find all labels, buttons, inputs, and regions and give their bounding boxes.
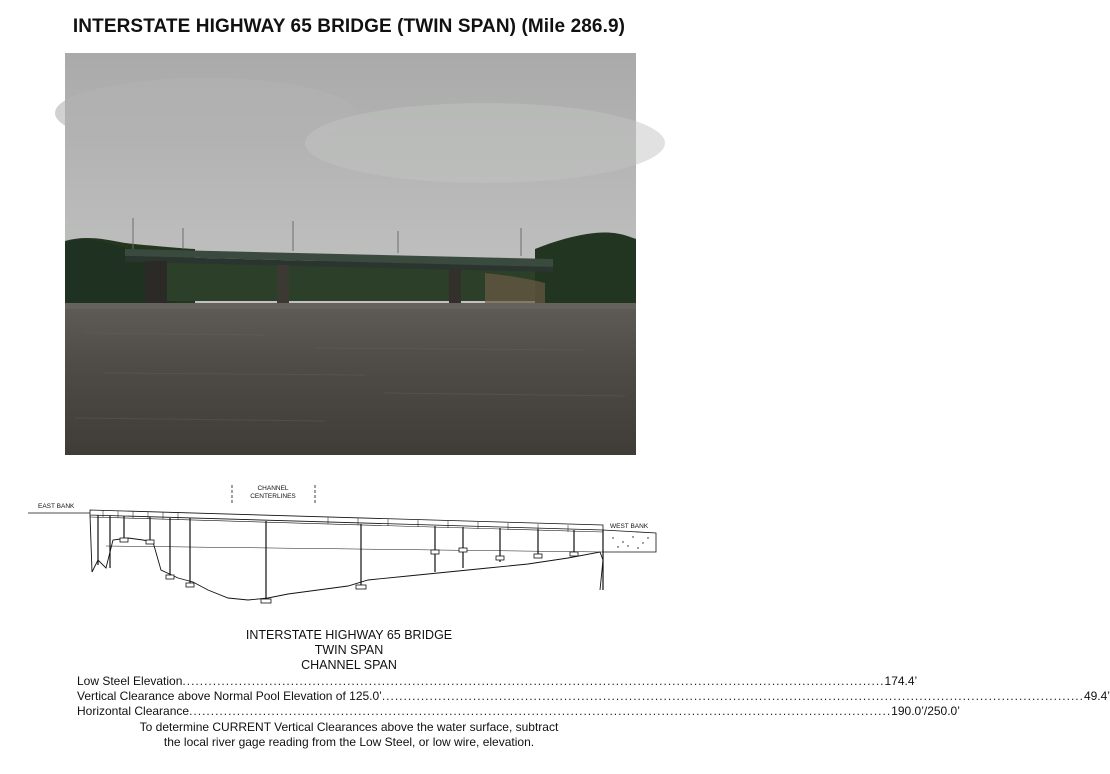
caption-bridge-name: INTERSTATE HIGHWAY 65 BRIDGE — [245, 628, 453, 642]
bridge-photo-image — [65, 53, 636, 455]
channel-span-diagram — [28, 480, 668, 610]
west-bank-label: WEST BANK — [610, 523, 649, 530]
spec-label: Vertical Clearance above Normal Pool Elevation of 125.0’ — [77, 689, 382, 703]
spec-value: 174.4’ — [884, 674, 918, 688]
spec-leader-dots: .................................................................................................................................................................. — [182, 674, 885, 688]
spec-label: Low Steel Elevation — [77, 674, 183, 688]
east-bank-label: EAST BANK — [38, 503, 75, 510]
spec-row-horizontal-clearance — [77, 704, 960, 719]
spec-row-low-steel — [77, 674, 918, 689]
spec-leader-dots: .................................................................................................................................................................. — [189, 704, 892, 718]
spec-value: 190.0’/250.0’ — [891, 704, 960, 718]
clearance-note — [0, 720, 698, 750]
diagram-caption — [0, 628, 698, 673]
channel-label-2: CENTERLINES — [250, 493, 296, 500]
spec-value: 49.4’ — [1083, 689, 1110, 703]
note-line-2: the local river gage reading from the Low Steel, or low wire, elevation. — [163, 735, 535, 749]
caption-channel-span: CHANNEL SPAN — [301, 658, 397, 672]
page-title: INTERSTATE HIGHWAY 65 BRIDGE (TWIN SPAN) (Mile 286.9) — [72, 16, 626, 37]
bridge-elevation-diagram — [28, 480, 668, 610]
spec-row-vertical-clearance — [77, 689, 1110, 704]
note-line-1: To determine CURRENT Vertical Clearances above the water surface, subtract — [139, 720, 559, 734]
spec-label: Horizontal Clearance — [77, 704, 190, 718]
west-bank-fill — [603, 530, 656, 552]
channel-label-1: CHANNEL — [257, 485, 289, 492]
bridge-photo — [65, 53, 636, 455]
spec-leader-dots: .................................................................................................................................................................. — [381, 689, 1084, 703]
bridge-deck — [90, 510, 603, 530]
caption-twin-span: TWIN SPAN — [314, 643, 384, 657]
